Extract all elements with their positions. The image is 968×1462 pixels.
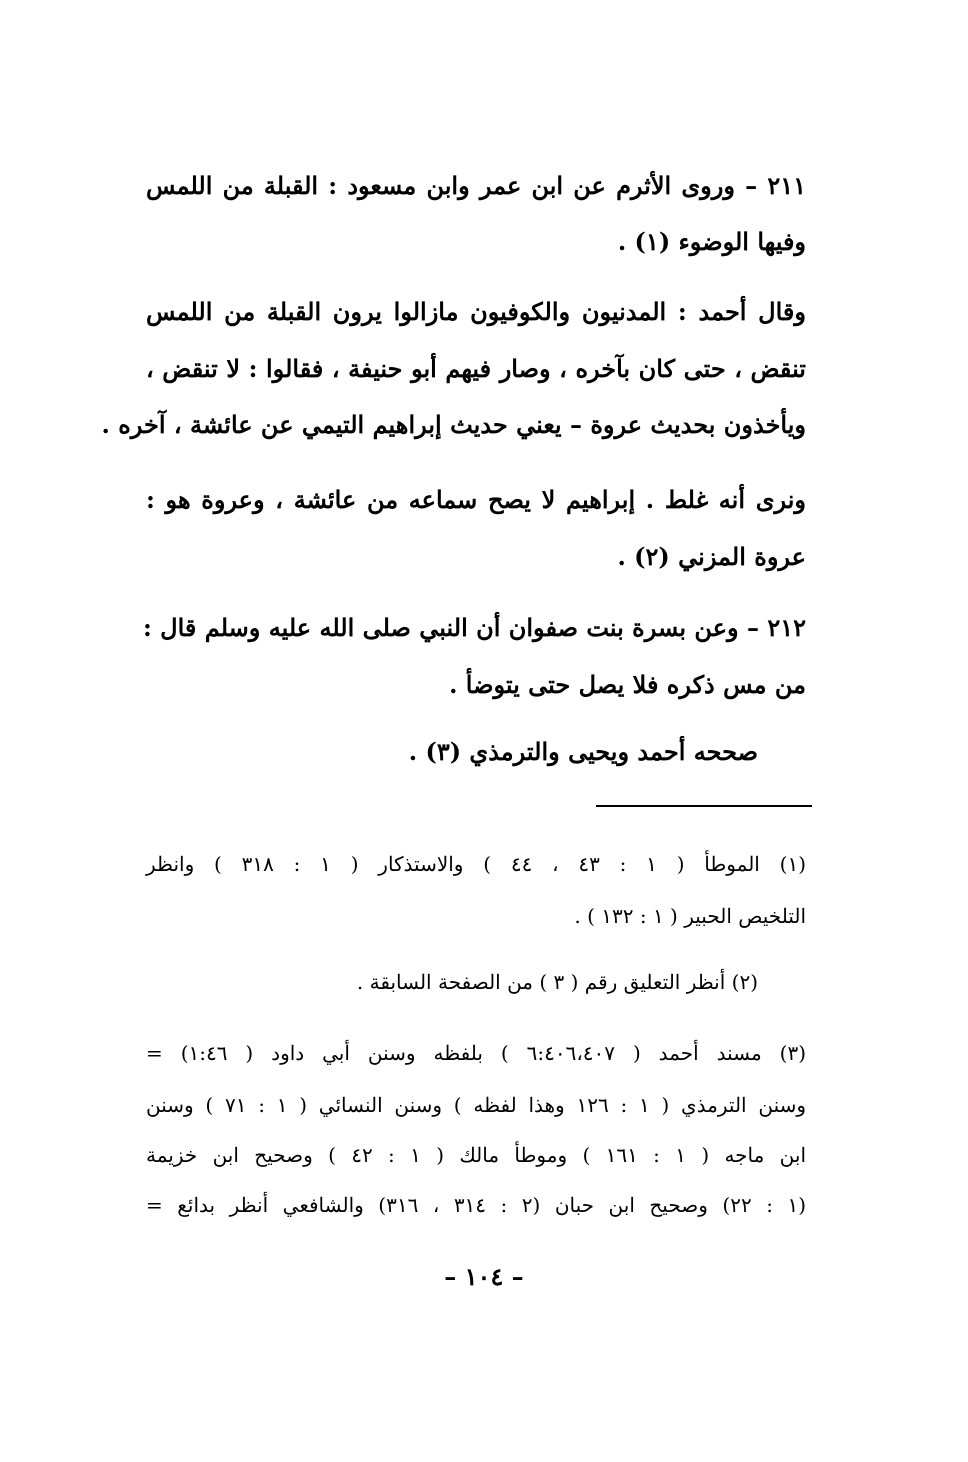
footnote-3-line-4: (١ : ٢٢) وصحيح ابن حبان (٢ : ٣١٤ ، ٣١٦) والشافعي أنظر بدائع = — [146, 1193, 806, 1217]
authentication-line: صححه أحمد ويحيى والترمذي (٣) . — [408, 737, 758, 766]
footnote-1-line-2: التلخيص الحبير ( ١ : ١٣٢ ) . — [574, 904, 806, 928]
ahmad-paragraph-line-3: ويأخذون بحديث عروة – يعني حديث إبراهيم التيمي عن عائشة ، آخره . — [101, 410, 806, 439]
urwa-paragraph-line-2: عروة المزني (٢) . — [617, 542, 806, 571]
footnote-2: (٢) أنظر التعليق رقم ( ٣ ) من الصفحة السابقة . — [356, 970, 758, 994]
page-number: – ١٠٤ – — [444, 1262, 524, 1291]
footnote-3-line-2: وسنن الترمذي ( ١ : ١٢٦ وهذا لفظه ) وسنن النسائي ( ١ : ٧١ ) وسنن — [146, 1093, 807, 1117]
ahmad-paragraph-line-1: وقال أحمد : المدنيون والكوفيون مازالوا يرون القبلة من اللمس — [146, 297, 806, 326]
footnote-1-line-1: (١) الموطأ ( ١ : ٤٣ ، ٤٤ ) والاستذكار ( ١ : ٣١٨ ) وانظر — [146, 852, 806, 876]
hadith-211-line-1: ٢١١ – وروى الأثرم عن ابن عمر وابن مسعود : القبلة من اللمس — [146, 171, 806, 200]
hadith-212-line-1: ٢١٢ – وعن بسرة بنت صفوان أن النبي صلى الله عليه وسلم قال : — [142, 613, 806, 642]
hadith-211-line-2: وفيها الوضوء (١) . — [617, 227, 806, 256]
footnote-3-line-3: ابن ماجه ( ١ : ١٦١ ) وموطأ مالك ( ١ : ٤٢ ) وصحيح ابن خزيمة — [146, 1143, 807, 1167]
hadith-212-line-2: من مس ذكره فلا يصل حتى يتوضأ . — [449, 670, 806, 699]
footnote-3-line-1: (٣) مسند أحمد ( ٦:٤٠٦،٤٠٧ ) بلفظه وسنن أبي داود ( ١:٤٦) = — [146, 1041, 806, 1065]
ahmad-paragraph-line-2: تنقض ، حتى كان بآخره ، وصار فيهم أبو حنيفة ، فقالوا : لا تنقض ، — [146, 354, 806, 383]
urwa-paragraph-line-1: ونرى أنه غلط . إبراهيم لا يصح سماعه من عائشة ، وعروة هو : — [146, 485, 806, 514]
footnote-separator — [596, 805, 812, 807]
